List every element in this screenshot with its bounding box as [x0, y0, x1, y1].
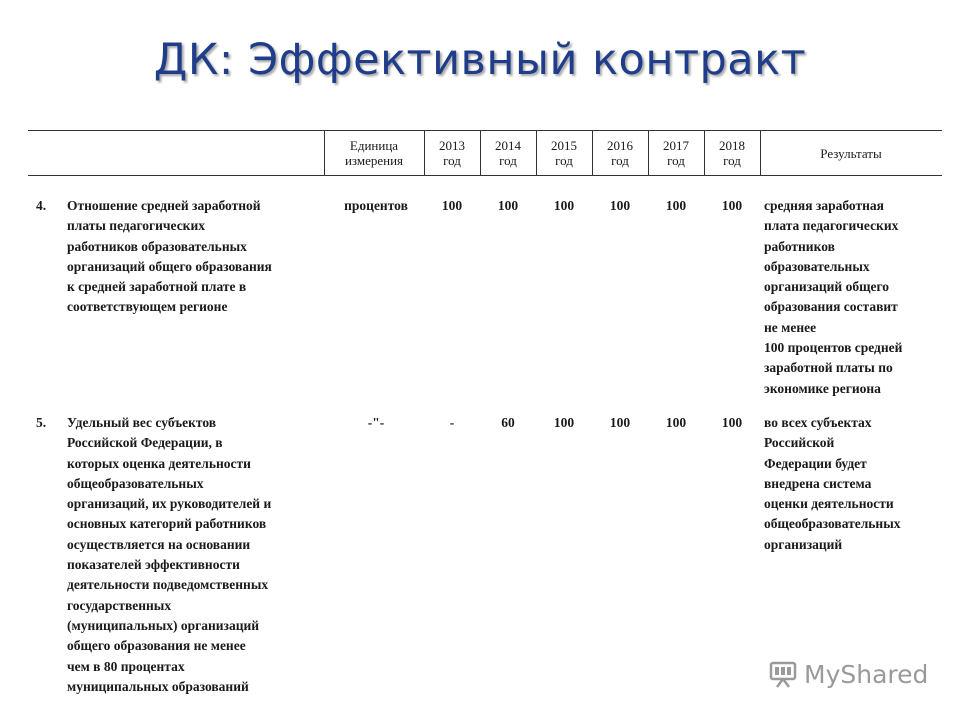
row-unit: процентов — [344, 198, 408, 213]
description-line: организаций общего образования — [67, 258, 272, 274]
result-line: образовательных — [764, 258, 870, 274]
row-result — [764, 413, 944, 555]
row-description — [67, 413, 329, 697]
row-unit: -"- — [367, 415, 385, 430]
description-line: работников образовательных — [67, 238, 247, 254]
result-line: Российской — [764, 435, 835, 451]
description-line: государственных — [67, 597, 172, 613]
value-2018: 100 — [721, 415, 743, 430]
result-line: образования составит — [764, 299, 898, 315]
header-year: 2014 год — [495, 138, 521, 168]
result-line: во всех субъектах — [764, 415, 872, 430]
description-line: осуществляется на основании — [67, 536, 251, 552]
header-year: 2017 год — [663, 138, 689, 168]
result-line: работников — [764, 238, 835, 254]
value-2016: 100 — [609, 198, 631, 213]
result-line: экономике региона — [764, 380, 881, 396]
row-number: 5. — [36, 415, 47, 430]
header-year: 2016 год — [607, 138, 633, 168]
watermark — [768, 656, 928, 692]
description-line: Удельный вес субъектов — [67, 415, 217, 430]
description-line: платы педагогических — [67, 218, 205, 234]
description-line: Отношение средней заработной — [67, 198, 261, 213]
value-2017: 100 — [665, 198, 687, 213]
result-line: не менее — [764, 319, 817, 335]
description-line: организаций, их руководителей и — [67, 496, 272, 512]
description-line: показателей эффективности — [67, 557, 240, 573]
header-unit: Единица измерения — [344, 138, 404, 168]
description-line: соответствующем регионе — [67, 299, 228, 315]
table-header-rule — [28, 175, 942, 176]
result-line: Федерации будет — [764, 455, 867, 471]
row-number: 4. — [36, 198, 47, 213]
result-line: плата педагогических — [764, 218, 899, 234]
description-line: Российской Федерации, в — [67, 435, 223, 451]
description-line: муниципальных образований — [67, 678, 249, 694]
value-2015: 100 — [553, 198, 575, 213]
row-result — [764, 196, 944, 399]
result-line: средняя заработная — [764, 198, 884, 213]
slide-title: ДК: Эффективный контракт — [153, 35, 807, 85]
value-2015: 100 — [553, 415, 575, 430]
description-line: общего образования не менее — [67, 638, 246, 654]
description-line: чем в 80 процентах — [67, 658, 185, 674]
header-year: 2018 год — [719, 138, 745, 168]
result-line: оценки деятельности — [764, 496, 894, 512]
result-line: организаций — [764, 536, 843, 552]
header-year: 2013 год — [439, 138, 465, 168]
result-line: заработной платы по — [764, 360, 893, 376]
result-line: организаций общего — [764, 279, 890, 295]
description-line: общеобразовательных — [67, 475, 204, 491]
value-2013: - — [449, 415, 455, 430]
description-line: деятельности подведомственных — [67, 577, 269, 593]
watermark-text: MyShared — [804, 659, 929, 689]
value-2016: 100 — [609, 415, 631, 430]
header-year: 2015 год — [551, 138, 577, 168]
description-line: к средней заработной плате в — [67, 279, 247, 295]
description-line: которых оценка деятельности — [67, 455, 251, 471]
value-2018: 100 — [721, 198, 743, 213]
value-2014: 60 — [501, 415, 515, 430]
result-line: внедрена система — [764, 475, 872, 491]
description-line: (муниципальных) организаций — [67, 617, 260, 633]
value-2017: 100 — [665, 415, 687, 430]
description-line: основных категорий работников — [67, 516, 267, 532]
result-line: 100 процентов средней — [764, 340, 903, 356]
result-line: общеобразовательных — [764, 516, 901, 532]
myshared-logo-icon — [768, 659, 798, 689]
value-2014: 100 — [497, 198, 519, 213]
row-description — [67, 196, 329, 318]
header-results: Результаты — [820, 145, 882, 161]
value-2013: 100 — [441, 198, 463, 213]
table-top-rule — [28, 130, 942, 131]
